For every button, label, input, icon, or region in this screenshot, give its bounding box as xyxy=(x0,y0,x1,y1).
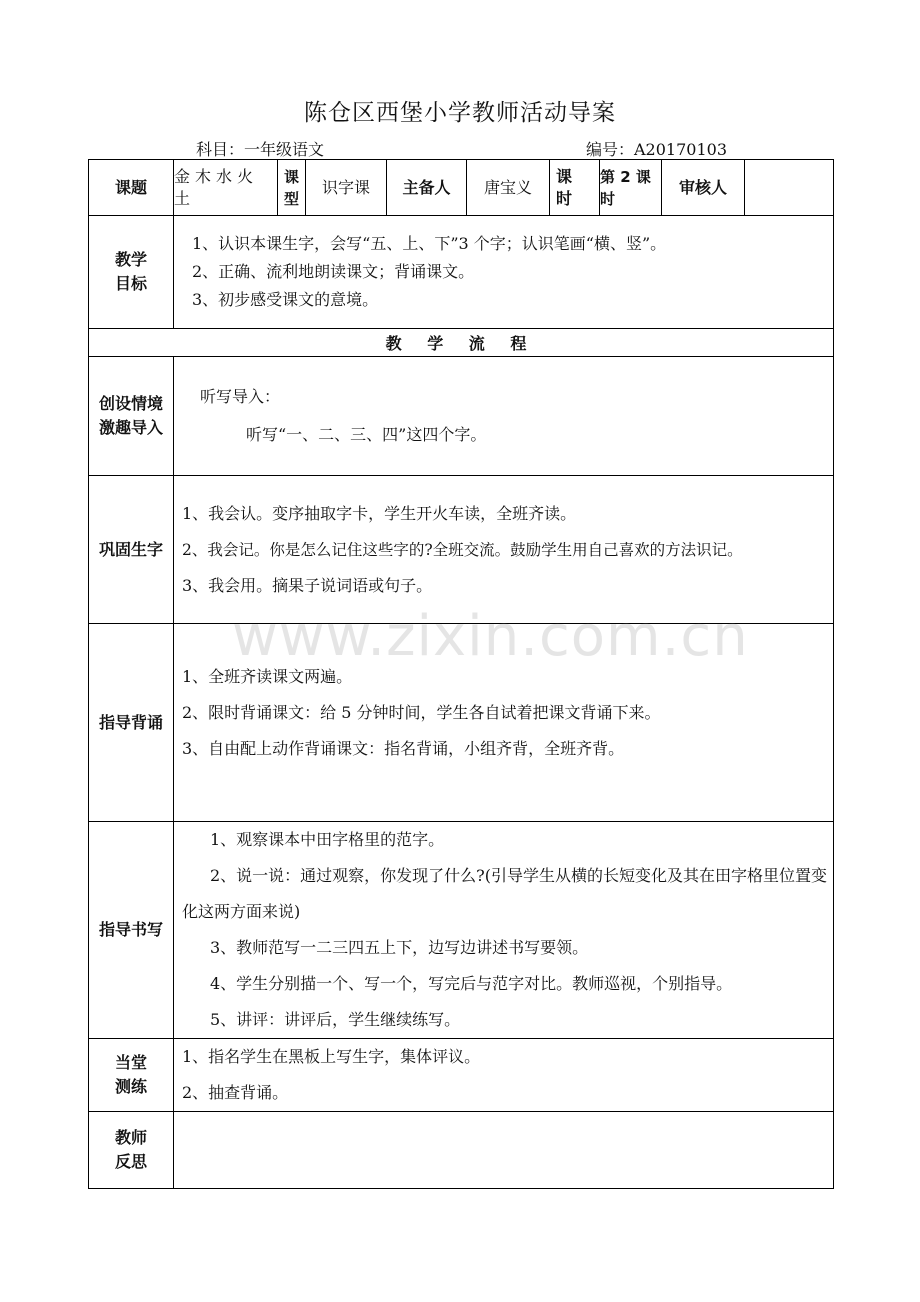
section-line: 5、讲评：讲评后，学生继续练写。 xyxy=(210,1010,461,1029)
section-label: 指导书写 xyxy=(89,822,174,1039)
section-label: 巩固生字 xyxy=(89,476,174,624)
goals-row xyxy=(89,216,834,329)
section-line: 3、我会用。摘果子说词语或句子。 xyxy=(182,575,433,595)
section-line: 2、限时背诵课文：给 5 分钟时间，学生各自试着把课文背诵下来。 xyxy=(182,702,661,722)
header-row xyxy=(89,160,834,216)
section-line: 1、指名学生在黑板上写生字，集体评议。 xyxy=(182,1047,481,1066)
reviewer-value xyxy=(745,160,834,216)
subject-label: 科目：一年级语文 xyxy=(196,140,325,159)
document-code: 编号：A20170103 xyxy=(586,140,727,159)
section-row xyxy=(89,1039,834,1112)
goals-content xyxy=(174,216,834,329)
section-line: 听写“一、二、三、四”这四个字。 xyxy=(246,425,487,444)
topic-label: 课题 xyxy=(89,160,174,216)
topic-value: 金木水火土 xyxy=(174,160,278,216)
section-content xyxy=(174,822,834,1039)
goals-label: 教学目标 xyxy=(89,216,174,329)
goal-item: 1、认识本课生字，会写“五、上、下”3 个字；认识笔画“横、竖”。 xyxy=(192,234,667,253)
section-line: 1、全班齐读课文两遍。 xyxy=(182,666,353,686)
flow-title: 教 学 流 程 xyxy=(89,329,834,357)
section-row xyxy=(89,624,834,822)
reflection-content xyxy=(174,1112,834,1189)
section-line: 4、学生分别描一个、写一个，写完后与范字对比。教师巡视，个别指导。 xyxy=(210,974,733,993)
section-row xyxy=(89,822,834,1039)
section-row xyxy=(89,357,834,476)
section-content xyxy=(174,1039,834,1112)
section-content xyxy=(174,624,834,822)
section-row xyxy=(89,1112,834,1189)
preparer-label: 主备人 xyxy=(387,160,467,216)
flow-title-row xyxy=(89,329,834,357)
section-line: 听写导入： xyxy=(200,387,281,406)
section-line: 1、我会认。变序抽取字卡，学生开火车读，全班齐读。 xyxy=(182,503,577,523)
section-label: 当堂测练 xyxy=(89,1039,174,1112)
section-content xyxy=(174,476,834,624)
section-label: 指导背诵 xyxy=(89,624,174,822)
goal-item: 3、初步感受课文的意境。 xyxy=(192,290,379,309)
section-row xyxy=(89,476,834,624)
type-value: 识字课 xyxy=(306,160,387,216)
section-line: 1、观察课本中田字格里的范字。 xyxy=(210,830,445,849)
lesson-plan-table xyxy=(88,159,834,1189)
section-line: 3、自由配上动作背诵课文：指名背诵，小组齐背，全班齐背。 xyxy=(182,738,625,758)
section-line: 2、抽查背诵。 xyxy=(182,1083,289,1102)
reviewer-label: 审核人 xyxy=(662,160,745,216)
goal-item: 2、正确、流利地朗读课文；背诵课文。 xyxy=(192,262,475,281)
section-line: 3、教师范写一二三四五上下，边写边讲述书写要领。 xyxy=(210,938,589,957)
section-line: 2、说一说：通过观察，你发现了什么?(引导学生从横的长短变化及其在田字格里位置变化这两方面来说) xyxy=(182,866,828,921)
section-line: 2、我会记。你是怎么记住这些字的?全班交流。鼓励学生用自己喜欢的方法识记。 xyxy=(182,540,743,559)
preparer-value: 唐宝义 xyxy=(467,160,550,216)
period-value: 第 2 课时 xyxy=(600,160,662,216)
type-label: 课型 xyxy=(278,160,306,216)
page-title: 陈仓区西堡小学教师活动导案 xyxy=(304,100,616,126)
section-label: 创设情境激趣导入 xyxy=(89,357,174,476)
period-label: 课时 xyxy=(550,160,600,216)
section-content xyxy=(174,357,834,476)
watermark: www.zixin.com.cn xyxy=(232,604,749,669)
section-label: 教师反思 xyxy=(89,1112,174,1189)
